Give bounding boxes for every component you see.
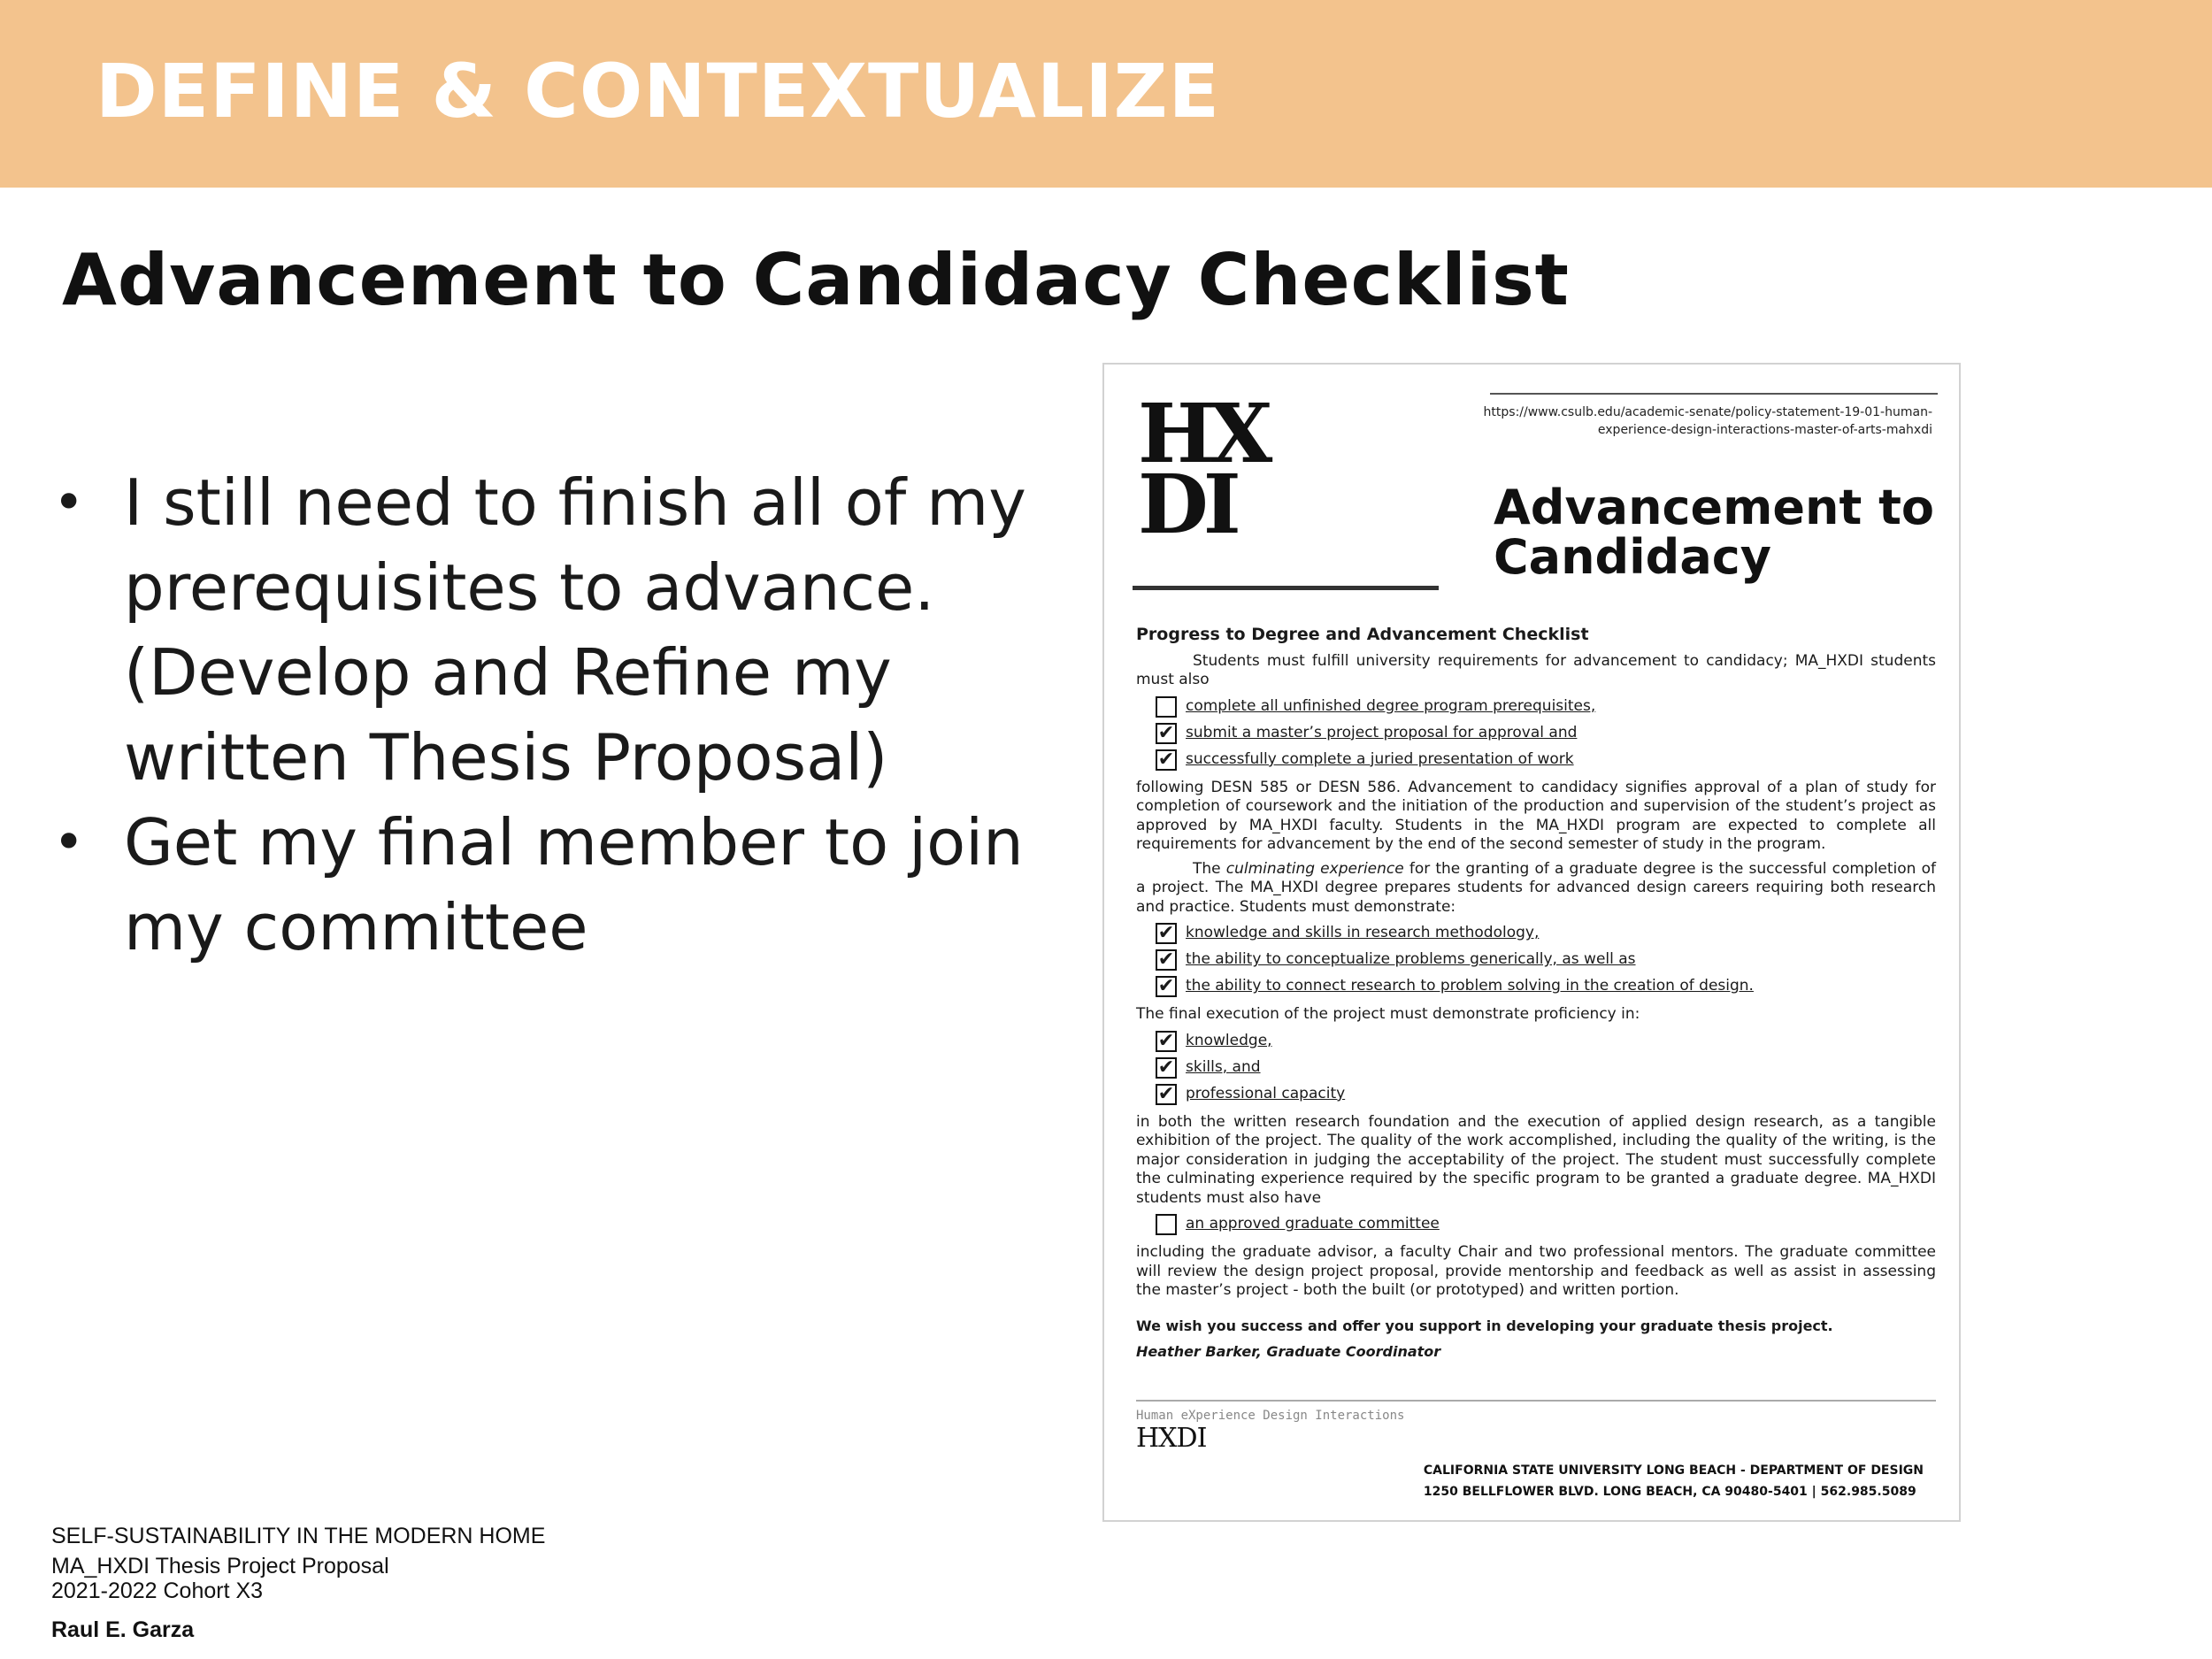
section-title: DEFINE & CONTEXTUALIZE — [96, 48, 1220, 134]
checklist-item — [1156, 973, 1936, 1000]
empty-box-icon — [1156, 696, 1177, 718]
bullet-list — [53, 460, 1097, 970]
intro-paragraph: Students must fulfill university requirements for advancement to candidacy; MA_HXDI students must also — [1136, 651, 1936, 688]
bullet-dot-icon: • — [53, 811, 85, 873]
document-body — [1136, 626, 1936, 1362]
address-line-1: CALIFORNIA STATE UNIVERSITY LONG BEACH - DEPARTMENT OF DESIGN — [1423, 1463, 1924, 1478]
checklist-item — [1156, 1211, 1936, 1238]
hxdi-logo — [1138, 386, 1288, 552]
url-divider — [1490, 393, 1938, 395]
checked-box-icon: ✔ — [1156, 949, 1177, 971]
bullet-text: Get my final member to join my committee — [124, 805, 1024, 964]
checked-box-icon: ✔ — [1156, 749, 1177, 771]
checklist-item — [1156, 747, 1936, 773]
empty-box-icon — [1156, 1214, 1177, 1235]
bullet-text: I still need to finish all of my prerequisites to advance. (Develop and Refine my written Thesis Proposal) — [124, 465, 1026, 795]
paragraph-c: The final execution of the project must demonstrate proficiency in: — [1136, 1005, 1640, 1023]
logo-line-2: DI — [1138, 457, 1236, 552]
checklist-d — [1156, 1211, 1936, 1238]
checklist-item-text: skills, and — [1186, 1057, 1261, 1076]
checklist-item — [1156, 1081, 1936, 1108]
checked-box-icon: ✔ — [1156, 1084, 1177, 1105]
checked-box-icon: ✔ — [1156, 1031, 1177, 1052]
checked-box-icon: ✔ — [1156, 976, 1177, 997]
footer-logo: HXDI — [1136, 1423, 1207, 1454]
address-line-2: 1250 BELLFLOWER BLVD. LONG BEACH, CA 90480-5401 | 562.985.5089 — [1423, 1485, 1916, 1499]
paragraph-b-emphasis: culminating experience — [1225, 859, 1404, 878]
paragraph-b — [1136, 860, 1936, 918]
footer-project: SELF-SUSTAINABILITY IN THE MODERN HOME — [51, 1524, 546, 1548]
footer-tagline: Human eXperience Design Interactions — [1136, 1409, 1405, 1423]
closing-line: We wish you success and offer you support in developing your graduate thesis project. — [1136, 1317, 1833, 1334]
logo-line-1: HX — [1138, 386, 1268, 481]
checklist-item — [1156, 920, 1936, 947]
document-heading: Advancement to Candidacy — [1494, 480, 1935, 585]
paragraph-a: following DESN 585 or DESN 586. Advancement to candidacy signifies approval of a plan of study for completion of coursework and the initiation of the production and supervision of the student’s project as approved by MA_HXDI faculty. Students in the MA_HXDI program are expected to complete all requirements for advancement by the end of the second semester of study in the program. — [1136, 778, 1936, 853]
checklist-item — [1156, 694, 1936, 720]
checklist-item-text: the ability to connect research to problem solving in the creation of design. — [1186, 977, 1754, 995]
bullet-item — [53, 460, 1097, 800]
checklist-c — [1156, 1028, 1936, 1108]
signature: Heather Barker, Graduate Coordinator — [1136, 1343, 1441, 1360]
checklist-item-text: the ability to conceptualize problems generically, as well as — [1186, 950, 1636, 969]
checked-box-icon: ✔ — [1156, 923, 1177, 944]
checked-box-icon: ✔ — [1156, 1057, 1177, 1079]
checklist-a — [1156, 694, 1936, 773]
checklist-item-text: knowledge and skills in research methodology, — [1186, 924, 1540, 942]
paragraph-d: in both the written research foundation and the execution of applied design research, as a tangible exhibition of the project. The quality of the work accomplished, including the quality of the writing, is the major consideration in judging the acceptability of the project. The student must successfully complete the culminating experience required by the specific program to be granted a graduate degree. MA_HXDI students must also have — [1136, 1112, 1936, 1207]
checklist-item — [1156, 1028, 1936, 1055]
footer-divider — [1136, 1400, 1936, 1402]
checked-box-icon: ✔ — [1156, 723, 1177, 744]
checklist-item-text: successfully complete a juried presentation of work — [1186, 749, 1574, 768]
bullet-item — [53, 800, 1097, 970]
checklist-item — [1156, 1055, 1936, 1081]
checklist-item-text: knowledge, — [1186, 1031, 1272, 1049]
checklist-item-text: submit a master’s project proposal for approval and — [1186, 723, 1578, 741]
policy-url: https://www.csulb.edu/academic-senate/policy-statement-19-01-human-experience-design-interactions-master-of-arts-mahxdi — [1483, 405, 1932, 437]
slide-title: Advancement to Candidacy Checklist — [62, 239, 1570, 321]
header-banner — [0, 0, 2212, 188]
checklist-item-text: an approved graduate committee — [1186, 1215, 1440, 1233]
bullet-dot-icon: • — [53, 472, 85, 534]
logo-divider — [1133, 586, 1439, 590]
paragraph-b-start: The — [1193, 859, 1226, 878]
checklist-b — [1156, 920, 1936, 1000]
candidacy-document — [1102, 363, 1961, 1522]
footer-cohort: 2021-2022 Cohort X3 — [51, 1578, 264, 1603]
paragraph-e: including the graduate advisor, a faculty Chair and two professional mentors. The graduate committee will review the design project proposal, provide mentorship and feedback as well as assist in assessing the master’s project - both the built (or prototyped) and written portion. — [1136, 1243, 1936, 1299]
checklist-item — [1156, 947, 1936, 973]
footer-address — [1424, 1460, 1924, 1502]
checklist-item — [1156, 720, 1936, 747]
footer-author: Raul E. Garza — [51, 1617, 195, 1642]
checklist-subheading: Progress to Degree and Advancement Checklist — [1136, 625, 1589, 644]
paragraph-b-rest: for the granting of a graduate degree is the successful completion of a project. The MA_HXDI degree prepares students for advanced design careers requiring both research and practice. Students must demonstrate: — [1136, 859, 1936, 916]
checklist-item-text: professional capacity — [1186, 1084, 1346, 1102]
footer-program: MA_HXDI Thesis Project Proposal — [51, 1554, 389, 1578]
checklist-item-text: complete all unfinished degree program prerequisites, — [1186, 696, 1596, 715]
